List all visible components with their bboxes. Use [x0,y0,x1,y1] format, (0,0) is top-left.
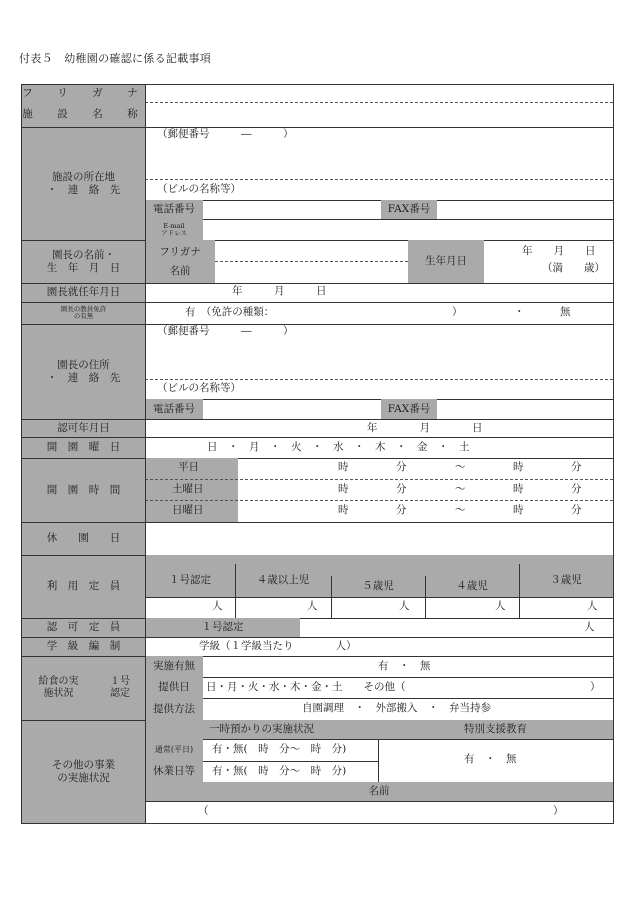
row-line [22,419,613,420]
director-name-cell [145,240,215,283]
hours-row3-tilde: ～ [455,504,466,516]
capacity-unit-4: 人 [495,600,506,612]
license-yes: 有 （免許の種類： [185,306,275,318]
hours-row2-m2: 分 [571,483,582,495]
license-dot: ・ [514,306,525,318]
row-line [22,656,613,657]
open-days-value: 日 ・ 月 ・ 火 ・ 水 ・ 木 ・ 金 ・ 土 [207,441,470,453]
hours-divider [145,500,613,501]
license-close: ） [452,306,463,318]
hours-row2-tilde: ～ [455,483,466,495]
row-line [22,324,613,325]
hours-row3-h1: 時 [338,504,349,516]
meal-method-label: 提供方法 [145,698,203,720]
approval-date-label: 認可年月日 [22,419,145,437]
director-appointed-label: 園長就任年月日 [22,283,145,302]
hours-weekday: 平日 [178,461,199,473]
director-building: （ビルの名称等） [157,382,241,394]
director-name-divider [215,261,408,262]
facility-address-label: 施設の所在地 ・ 連 絡 先 [22,127,145,240]
director-license-label: 園長の教員免許 の有無 [22,302,145,324]
capacity-cert1-label: １号認定 [145,564,235,597]
director-birth-value: 年 月 日 [522,245,596,257]
approval-value: 年 月 日 [367,422,483,434]
row-line [145,399,613,400]
temp-holiday-value: 有・無( 時 分～ 時 分) [212,765,347,777]
capacity-unit-1: 人 [212,600,223,612]
capacity-unit-3: 人 [399,600,410,612]
capacity-unit-5: 人 [587,600,598,612]
furigana-divider [145,102,613,103]
address-divider [145,179,613,180]
director-postal: （郵便番号 ― ） [157,325,294,337]
capacity-age4plus-label: ４歳以上児 [235,564,331,597]
hours-sunday: 日曜日 [172,504,204,516]
meal-impl-label: 実施有無 [145,656,203,677]
capacity-age3-label: ３歳児 [519,564,613,597]
director-birth-label: 生年月日 [408,240,484,283]
capacity-top-band [145,555,613,564]
meal-impl-value: 有 ・ 無 [378,660,431,672]
hours-row2-h1: 時 [338,483,349,495]
approved-unit: 人 [584,621,595,633]
special-support-value: 有 ・ 無 [464,753,517,765]
facility-name-label [22,102,145,127]
hours-row3-h2: 時 [513,504,524,516]
open-hours-label: 開 園 時 間 [22,458,145,522]
capacity-label: 利 用 定 員 [22,555,145,618]
hours-row1-tilde: ～ [455,461,466,473]
row-line [22,522,613,523]
col-line [519,564,520,618]
other-name-open: （ [198,805,209,817]
row-line [22,127,613,128]
hours-row1-h2: 時 [513,461,524,473]
col-line [331,576,332,618]
capacity-unit-2: 人 [307,600,318,612]
temp-weekday-label: 通常(平日) [145,739,203,761]
meal-method-value: 自園調理 ・ 外部搬入 ・ 弁当持参 [302,702,491,714]
temp-holiday-label: 休業日等 [145,761,203,782]
special-support-header: 特別支援教育 [378,720,613,739]
meal-days-label: 提供日 [145,677,203,698]
license-no: 無 [560,306,571,318]
meal-label: 給食の実 施状況 [22,656,95,720]
row-line [145,801,613,802]
closed-days-label: 休 園 日 [22,522,145,555]
facility-postal: （郵便番号 ― ） [157,128,294,140]
hours-row3-m2: 分 [571,504,582,516]
temp-weekday-value: 有・無( 時 分～ 時 分) [212,743,347,755]
col-line [425,576,426,618]
facility-fax-label: FAX番号 [381,200,437,219]
meal-days-close: ） [590,681,601,693]
hours-row3-m1: 分 [396,504,407,516]
row-line [22,302,613,303]
hours-row1-m2: 分 [571,461,582,473]
row-line [145,739,613,740]
facility-tel-label: 電話番号 [145,200,203,219]
director-tel-label: 電話番号 [145,399,203,419]
open-days-label: 開 園 曜 日 [22,437,145,458]
hours-saturday: 土曜日 [172,483,204,495]
row-line [145,677,613,678]
col-line [378,739,379,782]
director-name-label: 園長の名前・ 生 年 月 日 [22,240,145,283]
row-line [22,240,613,241]
row-line [145,597,613,598]
class-value: 学級（１学級当たり 人） [199,640,357,652]
capacity-age-band [331,564,519,576]
facility-name-label-text: 施 設 名 称 [22,108,145,121]
hours-row1-h1: 時 [338,461,349,473]
temp-care-header: 一時預かりの実施状況 [145,720,378,739]
capacity-age4-label: ４歳児 [425,576,519,597]
approved-capacity-label: 認 可 定 員 [22,618,145,637]
hours-row2-h2: 時 [513,483,524,495]
row-line [22,458,613,459]
director-name-label-text: 名前 [169,264,191,277]
class-label: 学 級 編 制 [22,637,145,656]
facility-email-label: E-mail アドレス [145,219,203,240]
furigana-label [22,85,145,102]
capacity-age5-label: ５歳児 [331,576,425,597]
director-address-divider [145,379,613,380]
row-line [145,698,613,699]
row-line [22,437,613,438]
director-address-label: 園長の住所 ・ 連 絡 先 [22,324,145,419]
director-fax-label: FAX番号 [381,399,437,419]
director-age: （満 歳） [542,262,605,274]
label-column-divider [145,85,146,823]
hours-divider [145,479,613,480]
hours-row2-m1: 分 [396,483,407,495]
approved-cert1-label: １号認定 [145,618,300,637]
other-name-header: 名前 [145,782,613,801]
row-line [22,283,613,284]
other-services-label: その他の事業 の実施状況 [22,720,145,823]
document-title: 付表５ 幼稚園の確認に係る記載事項 [19,52,212,65]
row-line [22,618,613,619]
furigana-label-text: フ リ ガ ナ [22,87,145,100]
director-furigana-label: フリガナ [159,245,201,258]
row-line [145,200,613,201]
meal-cert-label: １号 認定 [95,656,145,720]
other-name-close: ） [553,805,564,817]
meal-days-value: 日・月・火・水・木・金・土 その他（ [206,681,406,693]
director-appointed-value: 年 月 日 [232,285,327,297]
facility-building: （ビルの名称等） [157,183,241,195]
application-form [21,84,614,824]
row-line [22,637,613,638]
hours-row1-m1: 分 [396,461,407,473]
col-line [235,564,236,618]
row-line [145,219,613,220]
